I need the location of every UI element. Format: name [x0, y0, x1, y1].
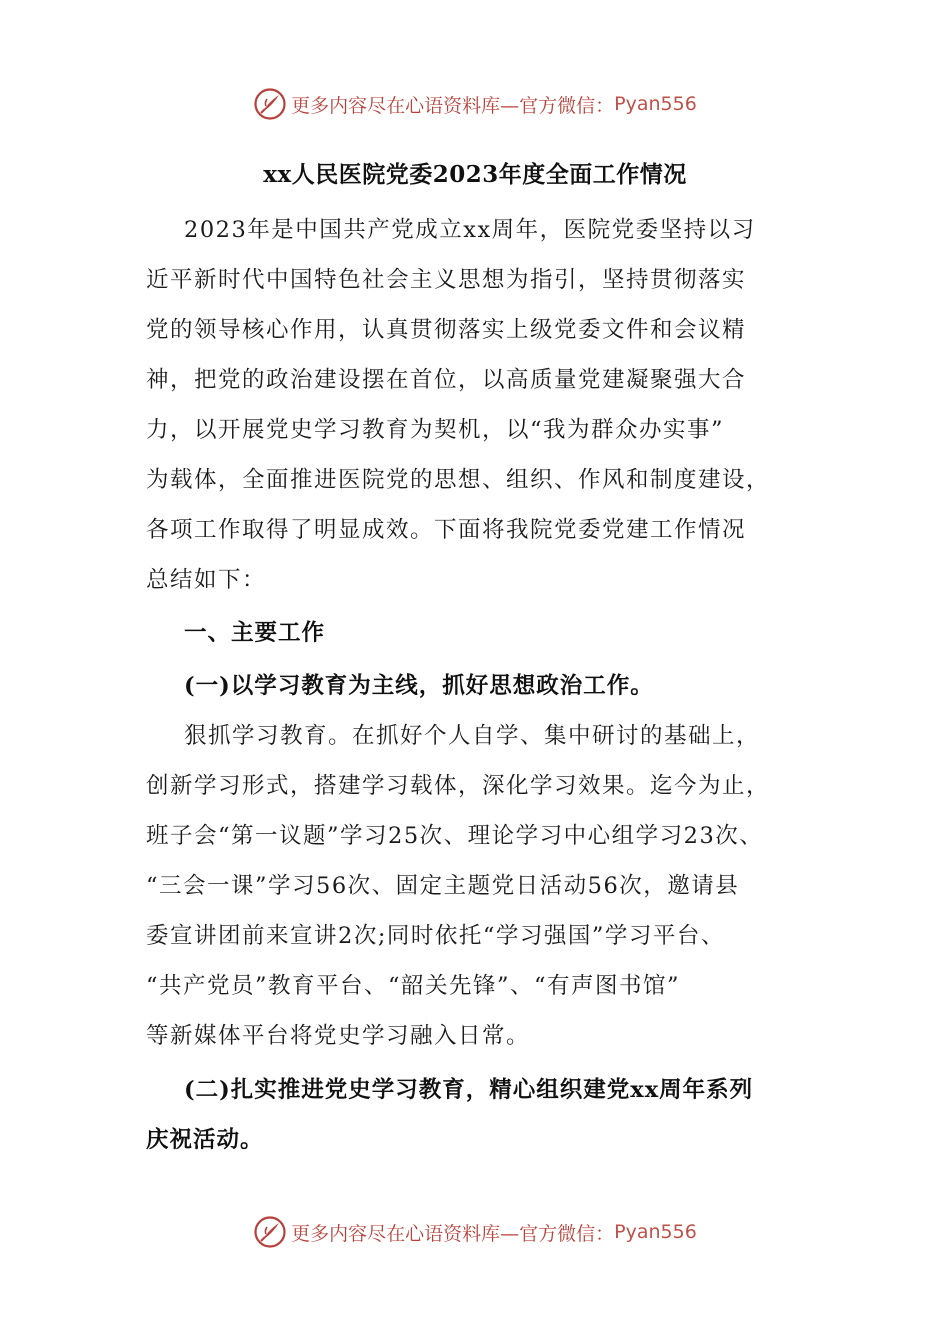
quill-logo-icon [253, 87, 287, 121]
header-watermark [0, 84, 950, 124]
watermark-text: 更多内容尽在心语资料库—官方微信： [291, 1222, 615, 1245]
watermark-wechat-id: Pyan556 [614, 93, 697, 115]
paragraph-line: 等新媒体平台将党史学习融入日常。 [146, 1023, 531, 1049]
paragraph-line: “三会一课”学习56次、固定主题党日活动56次，邀请县 [146, 873, 740, 899]
intro-line: 神，把党的政治建设摆在首位，以高质量党建凝聚强大合 [146, 367, 747, 393]
paragraph-line: 班子会“第一议题”学习25次、理论学习中心组学习23次、 [146, 823, 764, 849]
document-title: xx人民医院党委2023年度全面工作情况 [263, 161, 687, 188]
section-heading: 一、主要工作 [184, 620, 326, 646]
intro-line: 各项工作取得了明显成效。下面将我院党委党建工作情况 [146, 517, 747, 543]
subsection-heading: (二)扎实推进党史学习教育，精心组织建党xx周年系列 [184, 1077, 754, 1103]
intro-line: 力，以开展党史学习教育为契机，以“我为群众办实事” [146, 417, 725, 443]
intro-line: 2023年是中国共产党成立xx周年，医院党委坚持以习 [184, 217, 756, 243]
intro-line: 党的领导核心作用，认真贯彻落实上级党委文件和会议精 [146, 317, 747, 343]
footer-watermark [0, 1212, 950, 1252]
paragraph-line: 创新学习形式，搭建学习载体，深化学习效果。迄今为止， [146, 773, 771, 799]
intro-line: 为载体，全面推进医院党的思想、组织、作风和制度建设， [146, 467, 771, 493]
watermark-wechat-id: Pyan556 [614, 1221, 697, 1243]
subsection-heading-continued: 庆祝活动。 [146, 1127, 264, 1153]
document-body [146, 205, 822, 1165]
quill-logo-icon [253, 1215, 287, 1249]
paragraph-line: 狠抓学习教育。在抓好个人自学、集中研讨的基础上， [184, 723, 761, 749]
intro-line: 总结如下： [146, 567, 267, 593]
subsection-heading: (一)以学习教育为主线，抓好思想政治工作。 [184, 673, 654, 699]
paragraph-line: “共产党员”教育平台、“韶关先锋”、“有声图书馆” [146, 973, 681, 999]
paragraph-line: 委宣讲团前来宣讲2次;同时依托“学习强国”学习平台、 [146, 923, 725, 949]
watermark-text: 更多内容尽在心语资料库—官方微信： [291, 94, 615, 117]
intro-line: 近平新时代中国特色社会主义思想为指引，坚持贯彻落实 [146, 267, 747, 293]
